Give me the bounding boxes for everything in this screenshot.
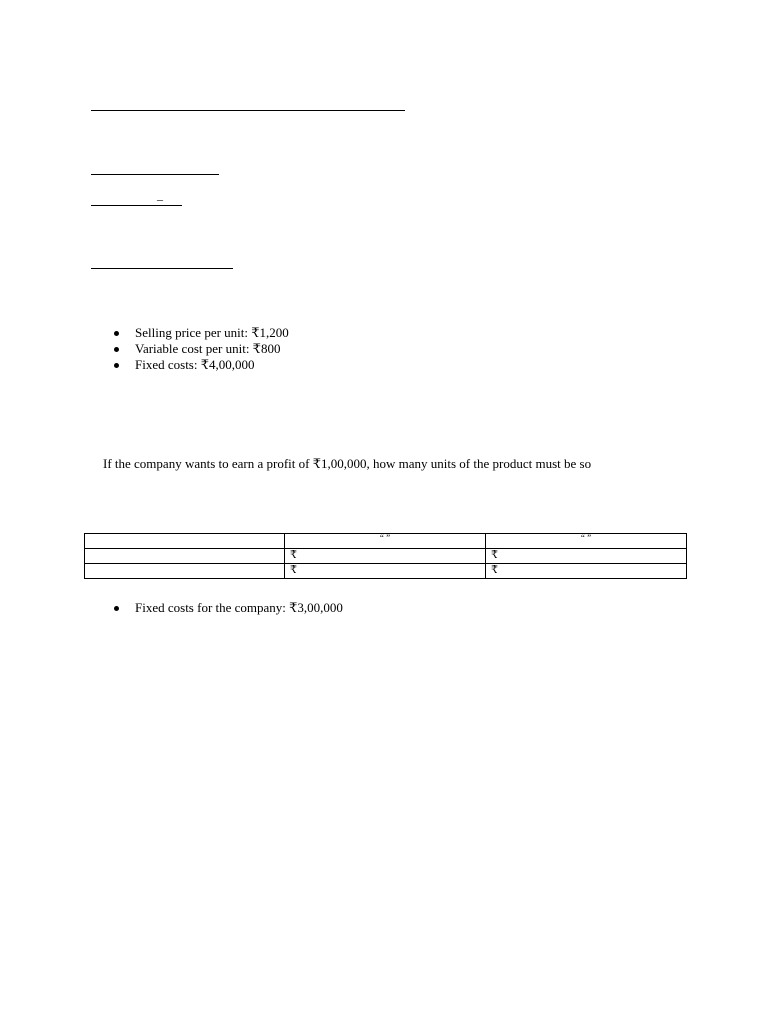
table-header-cell: [85, 534, 285, 549]
table-cell: ₹: [486, 549, 687, 564]
bullet-dot: [114, 606, 119, 611]
heading-underline-1: [91, 110, 405, 111]
heading-underline-3: [91, 205, 182, 206]
table-cell: ₹: [486, 564, 687, 579]
table-header-cell: “ ”: [486, 534, 687, 549]
list-item-text: Selling price per unit: ₹1,200: [135, 325, 289, 340]
stray-dash: –: [157, 192, 163, 206]
table-cell: [85, 564, 285, 579]
table-row: [85, 564, 687, 579]
list-item: [110, 357, 289, 373]
list-item-text: Variable cost per unit: ₹800: [135, 341, 281, 356]
bullet-dot: [114, 331, 119, 336]
bullet-dot: [114, 347, 119, 352]
question-text: If the company wants to earn a profit of ₹1,00,000, how many units of the product must be so: [103, 456, 592, 471]
table-cell: [85, 549, 285, 564]
heading-underline-2: [91, 174, 219, 175]
data-table: [84, 533, 687, 579]
table-cell: ₹: [285, 564, 486, 579]
fixed-costs-list: [110, 600, 343, 616]
bullet-dot: [114, 363, 119, 368]
list-item-text: Fixed costs for the company: ₹3,00,000: [135, 600, 343, 615]
list-item: [110, 325, 289, 341]
table-cell: ₹: [285, 549, 486, 564]
heading-underline-4: [91, 268, 233, 269]
list-item-text: Fixed costs: ₹4,00,000: [135, 357, 255, 372]
list-item: [110, 341, 289, 357]
table-row: [85, 549, 687, 564]
table-header-cell: “ ”: [285, 534, 486, 549]
given-data-list: [110, 325, 289, 373]
table-header-row: [85, 534, 687, 549]
list-item: [110, 600, 343, 616]
